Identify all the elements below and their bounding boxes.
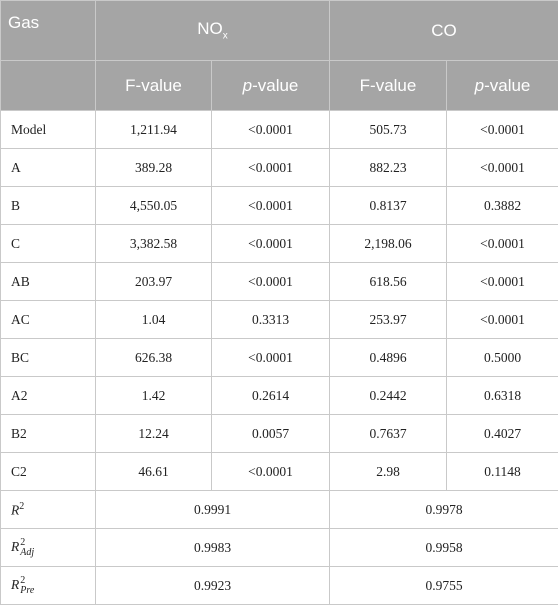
- nox-fvalue-cell: 389.28: [96, 149, 212, 187]
- nox-fvalue-cell: 46.61: [96, 453, 212, 491]
- nox-fvalue-cell: 3,382.58: [96, 225, 212, 263]
- gas-header: [1, 1, 96, 61]
- r2pre-subscript: Pre: [20, 584, 35, 596]
- r2adj-label: [1, 529, 96, 567]
- co-fvalue-cell: 0.7637: [330, 415, 447, 453]
- nox-pvalue-cell: <0.0001: [212, 453, 330, 491]
- nox-fvalue-cell: 1.42: [96, 377, 212, 415]
- table-row: [1, 301, 558, 339]
- r2pre-superscript: 2: [20, 574, 26, 586]
- r2adj-superscript: 2: [20, 536, 26, 548]
- r2adj-nox-value: 0.9983: [96, 529, 330, 567]
- nox-pvalue-header-rest: -value: [252, 75, 299, 95]
- table-row: [1, 415, 558, 453]
- co-fvalue-cell: 0.8137: [330, 187, 447, 225]
- r2pre-row: [1, 567, 558, 605]
- co-pvalue-cell: <0.0001: [447, 149, 558, 187]
- nox-fvalue-header: [96, 61, 212, 111]
- row-label: BC: [1, 339, 96, 377]
- row-label: AB: [1, 263, 96, 301]
- row-label: Model: [1, 111, 96, 149]
- co-fvalue-cell: 505.73: [330, 111, 447, 149]
- gas-header-label: Gas: [8, 13, 40, 32]
- co-pvalue-header: [447, 61, 558, 111]
- empty-header-cell: [1, 61, 96, 111]
- co-pvalue-cell: <0.0001: [447, 263, 558, 301]
- co-fvalue-cell: 2.98: [330, 453, 447, 491]
- co-fvalue-header-label: F-value: [359, 75, 417, 95]
- co-pvalue-cell: <0.0001: [447, 111, 558, 149]
- nox-header: [96, 1, 330, 61]
- nox-pvalue-cell: 0.3313: [212, 301, 330, 339]
- co-fvalue-cell: 0.2442: [330, 377, 447, 415]
- fit-stats: [1, 491, 558, 605]
- table-row: [1, 187, 558, 225]
- r2adj-co-value: 0.9958: [330, 529, 558, 567]
- row-label: C: [1, 225, 96, 263]
- header-row-gas: [1, 1, 558, 61]
- nox-fvalue-header-label: F-value: [125, 75, 182, 95]
- co-fvalue-cell: 882.23: [330, 149, 447, 187]
- table-body: [1, 111, 558, 491]
- nox-fvalue-cell: 203.97: [96, 263, 212, 301]
- co-pvalue-cell: 0.1148: [447, 453, 558, 491]
- nox-header-label: NO: [197, 19, 223, 39]
- table-row: [1, 111, 558, 149]
- r2pre-scripts: [20, 576, 34, 596]
- co-pvalue-cell: 0.6318: [447, 377, 558, 415]
- table-row: [1, 149, 558, 187]
- co-pvalue-header-p: p: [474, 75, 485, 95]
- r2pre-nox-value: 0.9923: [96, 567, 330, 605]
- co-fvalue-cell: 618.56: [330, 263, 447, 301]
- row-label: A2: [1, 377, 96, 415]
- r2pre-label: [1, 567, 96, 605]
- co-fvalue-cell: 253.97: [330, 301, 447, 339]
- nox-pvalue-cell: <0.0001: [212, 149, 330, 187]
- co-header: [330, 1, 558, 61]
- table-row: [1, 339, 558, 377]
- co-pvalue-cell: 0.3882: [447, 187, 558, 225]
- r2adj-row: [1, 529, 558, 567]
- r2pre-symbol: R: [11, 576, 20, 592]
- co-header-label: CO: [431, 20, 457, 40]
- row-label: B2: [1, 415, 96, 453]
- co-fvalue-header: [330, 61, 447, 111]
- r2-nox-value: 0.9991: [96, 491, 330, 529]
- nox-pvalue-cell: <0.0001: [212, 225, 330, 263]
- r2-co-value: 0.9978: [330, 491, 558, 529]
- r2-superscript: 2: [19, 500, 25, 512]
- nox-pvalue-cell: <0.0001: [212, 111, 330, 149]
- r2-symbol: R: [11, 502, 20, 518]
- nox-fvalue-cell: 12.24: [96, 415, 212, 453]
- nox-pvalue-header: [212, 61, 330, 111]
- nox-pvalue-cell: <0.0001: [212, 187, 330, 225]
- row-label: B: [1, 187, 96, 225]
- nox-pvalue-cell: <0.0001: [212, 263, 330, 301]
- nox-fvalue-cell: 4,550.05: [96, 187, 212, 225]
- nox-pvalue-header-p: p: [242, 75, 253, 95]
- co-pvalue-header-rest: -value: [484, 75, 531, 95]
- r2pre-co-value: 0.9755: [330, 567, 558, 605]
- table-row: [1, 453, 558, 491]
- nox-fvalue-cell: 1,211.94: [96, 111, 212, 149]
- nox-pvalue-cell: 0.0057: [212, 415, 330, 453]
- nox-pvalue-cell: <0.0001: [212, 339, 330, 377]
- nox-fvalue-cell: 626.38: [96, 339, 212, 377]
- r2adj-symbol: R: [11, 538, 20, 554]
- table-row: [1, 225, 558, 263]
- r2adj-subscript: Adj: [20, 546, 35, 558]
- co-pvalue-cell: <0.0001: [447, 301, 558, 339]
- row-label: C2: [1, 453, 96, 491]
- nox-fvalue-cell: 1.04: [96, 301, 212, 339]
- nox-header-subscript: x: [222, 30, 228, 42]
- co-pvalue-cell: <0.0001: [447, 225, 558, 263]
- table-row: [1, 263, 558, 301]
- co-fvalue-cell: 2,198.06: [330, 225, 447, 263]
- r2-label: [1, 491, 96, 529]
- header-row-stats: [1, 61, 558, 111]
- r2-row: [1, 491, 558, 529]
- nox-pvalue-cell: 0.2614: [212, 377, 330, 415]
- co-fvalue-cell: 0.4896: [330, 339, 447, 377]
- table-row: [1, 377, 558, 415]
- row-label: A: [1, 149, 96, 187]
- r2adj-scripts: [20, 538, 34, 558]
- co-pvalue-cell: 0.5000: [447, 339, 558, 377]
- co-pvalue-cell: 0.4027: [447, 415, 558, 453]
- row-label: AC: [1, 301, 96, 339]
